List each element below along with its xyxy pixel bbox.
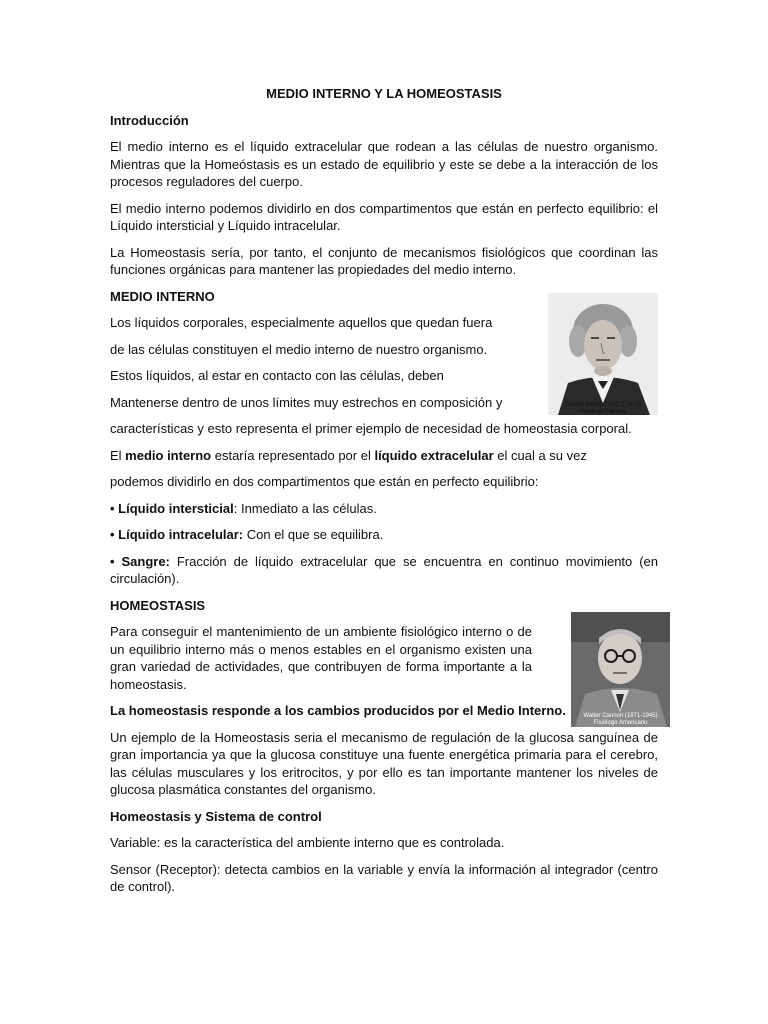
medio-line-4: Mantenerse dentro de unos límites muy estrechos en composición y	[110, 394, 503, 410]
bullet-intersticial-label: • Líquido intersticial	[110, 500, 234, 516]
bullet-intracelular	[110, 526, 658, 544]
medio-line-6-text-c: estaría representado por el	[211, 447, 375, 463]
medio-line-5: características y esto representa el primer ejemplo de necesidad de homeostasia corporal.	[110, 421, 632, 436]
medio-line-3: Estos líquidos, al estar en contacto con las células, deben	[110, 368, 444, 383]
homeostasis-heading: HOMEOSTASIS	[110, 597, 206, 613]
bullet-intersticial	[110, 500, 658, 518]
document-title: MEDIO INTERNO Y LA HOMEOSTASIS	[266, 86, 502, 101]
bullet-sangre-label: • Sangre:	[110, 553, 170, 569]
intro-paragraph-1: El medio interno es el líquido extracelular que rodean a las células de nuestro organismo. Mientras que la Homeóstasis es un estado de equilibrio y este se debe a la interacción de los procesos reguladores del cuerpo.	[110, 139, 658, 189]
control-heading: Homeostasis y Sistema de control	[110, 808, 322, 824]
medio-line-2: de las células constituyen el medio interno de nuestro organismo.	[110, 341, 488, 357]
bullet-sangre-text: Fracción de líquido extracelular que se encuentra en continuo movimiento (en circulación).	[110, 553, 658, 586]
liquido-extracelular-emphasis: líquido extracelular	[374, 447, 494, 463]
medio-line-6-text-e: el cual a su vez	[493, 447, 587, 463]
walter-cannon-portrait	[571, 612, 670, 727]
document-body	[110, 85, 658, 905]
bernard-caption-name: Claude Bernard (1813-1878)	[564, 402, 642, 408]
medio-line-6	[110, 447, 658, 465]
bullet-intracelular-label: • Líquido intracelular:	[110, 527, 244, 542]
cannon-caption-role: Fisiólogo Americano	[593, 720, 648, 726]
cannon-caption-name: Walter Cannon (1871-1945)	[583, 713, 658, 719]
medio-line-1: Los líquidos corporales, especialmente aquellos que quedan fuera	[110, 315, 493, 330]
bernard-portrait-drawing	[548, 293, 658, 415]
bullet-sangre	[110, 553, 658, 588]
medio-line-6-text-a: El	[110, 447, 126, 463]
control-paragraph-1: Variable: es la característica del ambiente interno que es controlada.	[110, 835, 505, 850]
medio-interno-heading: MEDIO INTERNO	[110, 288, 215, 304]
medio-line-7: podemos dividirlo en dos compartimentos que están en perfecto equilibrio:	[110, 474, 539, 489]
claude-bernard-portrait	[548, 293, 658, 415]
bullet-intersticial-text: : Inmediato a las células.	[233, 500, 377, 516]
bernard-caption-role: Fisiólogo Francés	[579, 409, 627, 415]
homeostasis-bold-statement: La homeostasis responde a los cambios producidos por el Medio Interno.	[110, 703, 566, 718]
intro-paragraph-2: El medio interno podemos dividirlo en dos compartimentos que están en perfecto equilibrio: el Líquido intersticial y Líquido intracelular.	[110, 200, 658, 233]
intro-heading: Introducción	[110, 112, 189, 128]
medio-interno-emphasis: medio interno	[125, 447, 212, 463]
control-paragraph-2: Sensor (Receptor): detecta cambios en la variable y envía la información al integrador (centro de control).	[110, 861, 658, 894]
intro-paragraph-3: La Homeostasis sería, por tanto, el conjunto de mecanismos fisiológicos que coordinan las funciones orgánicas para mantener las propiedades del medio interno.	[110, 244, 658, 277]
cannon-portrait-drawing	[571, 612, 670, 727]
homeostasis-paragraph-1: Para conseguir el mantenimiento de un ambiente fisiológico interno o de un equilibrio interno más o menos estables en el organismo existen una gran variedad de actividades, que contribuyen de forma importante a la homeostasis.	[110, 624, 532, 692]
bullet-intracelular-text: Con el que se equilibra.	[243, 527, 384, 542]
homeostasis-paragraph-2: Un ejemplo de la Homeostasis seria el mecanismo de regulación de la glucosa sanguínea de gran importancia ya que la glucosa constituye una fuente energética primaria para el cerebro, las células musculares y los eritrocitos, y por ello es tan importante mantener los niveles de glucosa plasmática constantes del organismo.	[110, 729, 658, 797]
